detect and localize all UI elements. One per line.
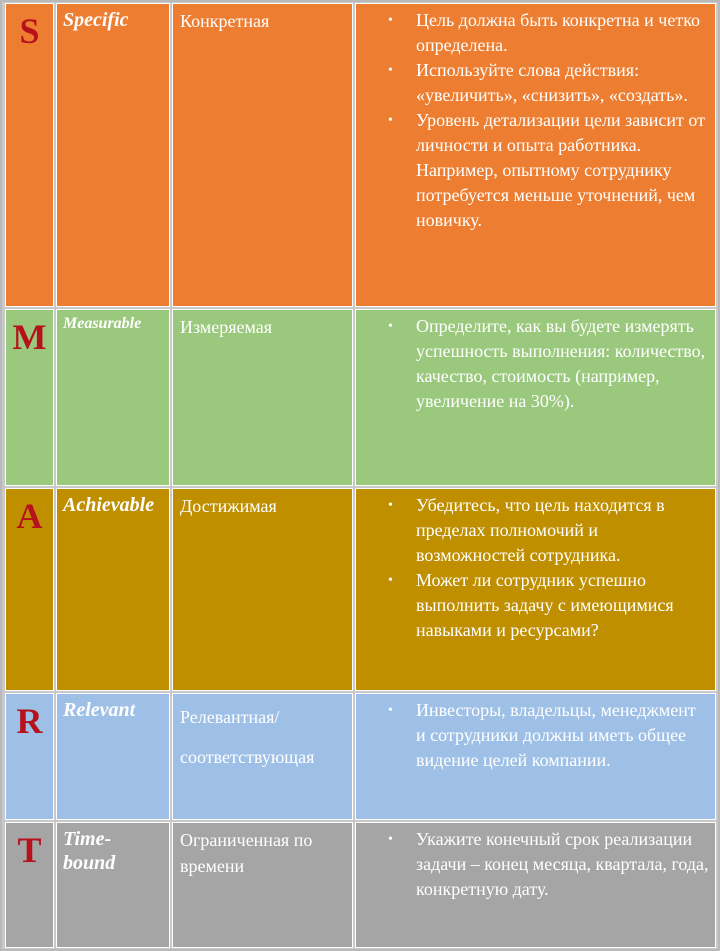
table-row-measurable [4,308,720,487]
russian-term: Измеряемая [180,317,273,337]
list-item: • Цель должна быть конкретна и четко определена. [416,8,709,58]
description-cell [355,3,716,307]
description-list [356,493,709,643]
description-list [356,698,709,773]
russian-term: Ограниченная по времени [180,830,313,877]
russian-term: Релевантная/ соответствующая [180,707,315,767]
russian-term: Достижимая [180,496,277,516]
table-row-relevant [4,692,720,821]
russian-term-cell [172,3,353,307]
description-cell [355,693,716,820]
table-row-achievable [4,487,720,692]
russian-term-cell [172,822,353,948]
english-term: Measurable [63,315,142,332]
english-term: Specific [63,9,129,31]
letter-r: R [16,701,43,741]
letter-cell [5,693,54,820]
english-term-cell [56,309,170,486]
list-item: • Определите, как вы будете измерять успешность выполнения: количество, качество, стоимость (например, увеличение на 30%). [416,314,709,414]
description-list [356,8,709,233]
letter-cell [5,488,54,691]
list-item: • Может ли сотрудник успешно выполнить задачу с имеющимися навыками и ресурсами? [416,568,709,643]
description-cell [355,488,716,691]
russian-term-cell [172,488,353,691]
english-term-cell [56,822,170,948]
description-list [356,827,709,902]
russian-term-cell [172,309,353,486]
english-term: Relevant [63,699,136,721]
table-row-time-bound [4,821,720,949]
russian-term: Конкретная [180,11,270,31]
english-term-cell [56,488,170,691]
english-term: Time-bound [63,828,116,874]
letter-m: M [12,317,47,357]
english-term: Achievable [63,494,155,516]
letter-s: S [19,11,40,51]
english-term-cell [56,3,170,307]
russian-term-cell [172,693,353,820]
description-cell [355,822,716,948]
list-item: • Укажите конечный срок реализации задачи – конец месяца, квартала, года, конкретную дату. [416,827,709,902]
list-item: • Уровень детализации цели зависит от личности и опыта работника. Например, опытному сотруднику потребуется меньше уточнений, чем новичку. [416,108,709,233]
description-list [356,314,709,414]
english-term-cell [56,693,170,820]
list-item: • Используйте слова действия: «увеличить», «снизить», «создать». [416,58,709,108]
letter-cell [5,3,54,307]
list-item: • Инвесторы, владельцы, менеджмент и сотрудники должны иметь общее видение целей компании. [416,698,709,773]
description-cell [355,309,716,486]
letter-t: T [17,830,42,870]
letter-cell [5,822,54,948]
letter-a: A [16,496,43,536]
letter-cell [5,309,54,486]
list-item: • Убедитесь, что цель находится в пределах полномочий и возможностей сотрудника. [416,493,709,568]
table-row-specific [4,2,720,308]
